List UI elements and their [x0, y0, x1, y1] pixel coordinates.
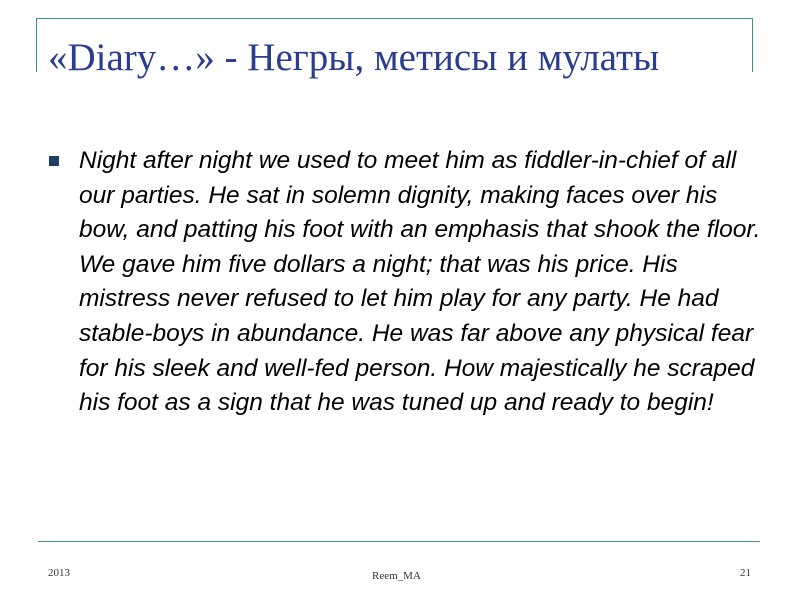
left-vertical-rule [36, 18, 37, 72]
footer-author: Reem_MA [372, 570, 421, 582]
page-number: 21 [740, 567, 751, 579]
slide-body-text: Night after night we used to meet him as fiddler-in-chief of all our parties. He sat in solemn dignity, making faces over his bow, and patting his foot with an emphasis that shook the floor. We gave him five dollars a night; that was his price. His mistress never refused to let him play for any party. He had stable-boys in abundance. He was far above any physical fear for his sleek and well-fed person. How majestically he scraped his foot as a sign that he was tuned up and ready to begin! [79, 147, 761, 417]
bullet-icon [49, 156, 59, 166]
slide-title: «Diary…» - Негры, метисы и мулаты [48, 36, 660, 79]
top-rule [36, 18, 753, 19]
footer-year: 2013 [48, 567, 70, 579]
bottom-rule [38, 541, 760, 542]
